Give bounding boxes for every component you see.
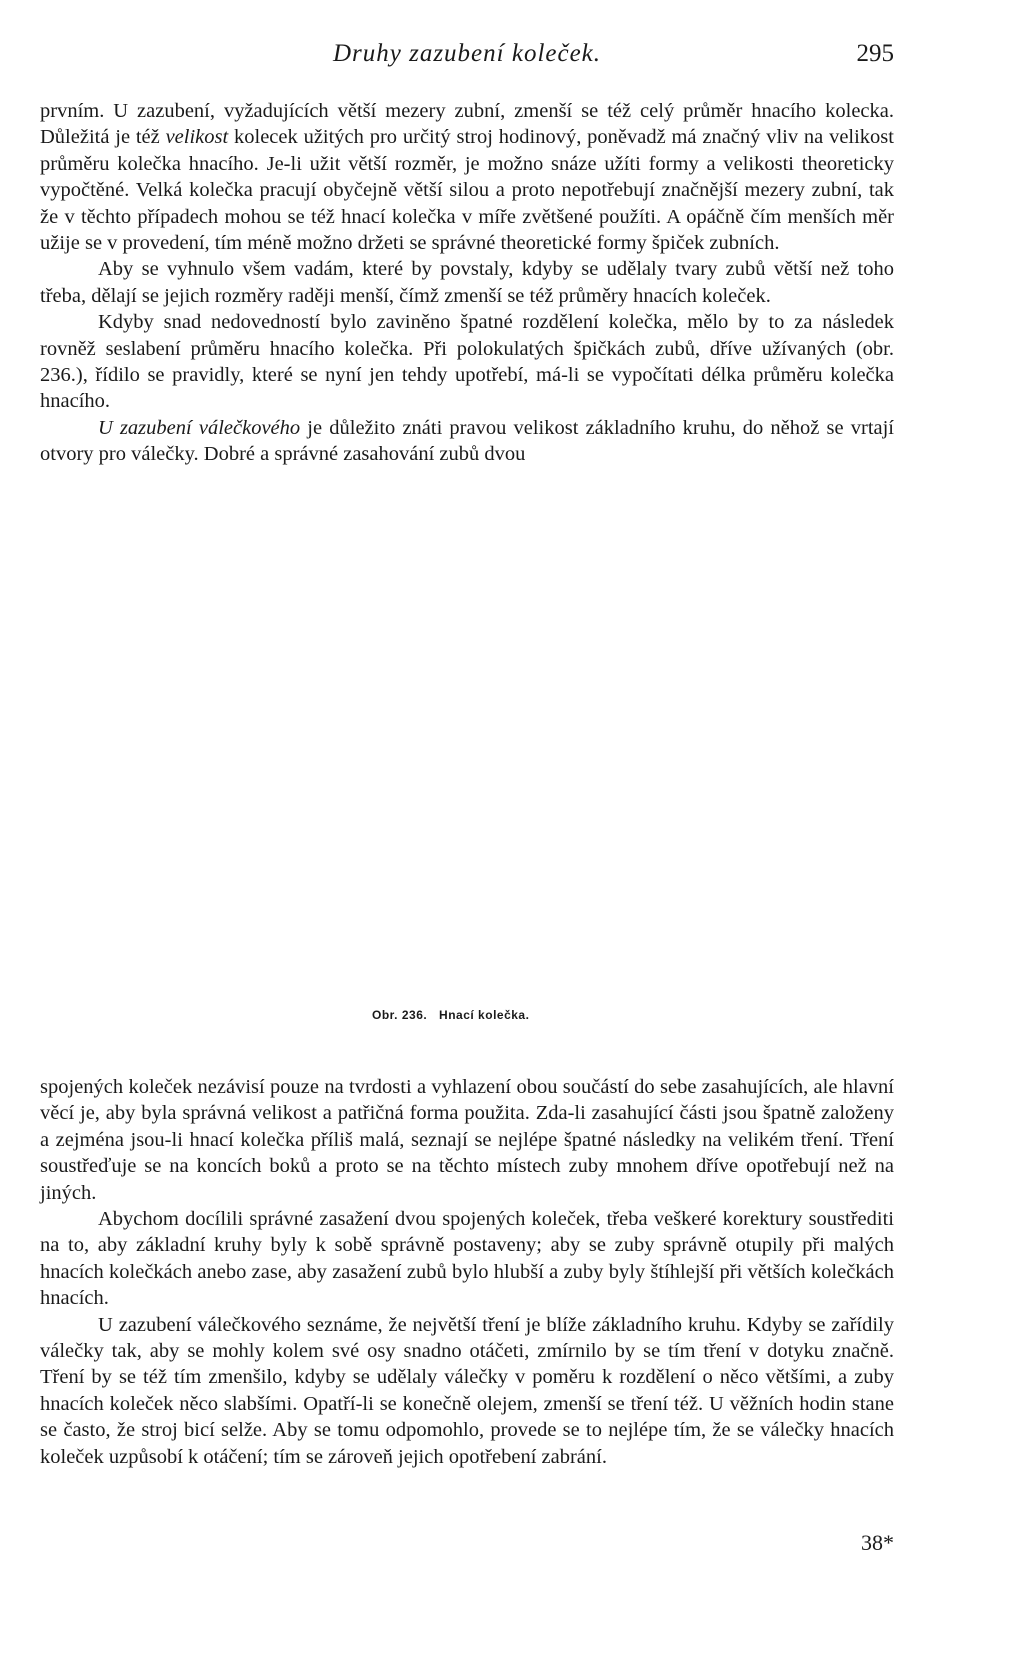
figure-caption	[372, 1008, 529, 1022]
paragraph-text: je důležito znáti pravou velikost základního kruhu, do něhož se vrtají otvory pro válečky. Dobré a správné zasahování zubů dvou	[40, 416, 895, 466]
paragraph	[40, 256, 894, 309]
page-number: 295	[856, 40, 894, 67]
figure-title: Hnací kolečka.	[439, 1008, 530, 1022]
paragraph	[40, 1074, 894, 1206]
paragraph-text: Abychom docílili správné zasažení dvou spojených koleček, třeba veškeré korektury soustřediti na to, aby základní kruhy byly k sobě správně postaveny; aby se zuby správně otupily při malých hnacích kolečkách anebo zase, aby zasažení zubů bylo hlubší a zuby byly štíhlejší při větších kolečkách hnacích.	[40, 1208, 894, 1310]
body-text-bottom	[40, 1074, 894, 1470]
running-header	[40, 40, 894, 80]
paragraph	[40, 98, 894, 256]
italic-text: velikost	[165, 126, 229, 149]
italic-text: U zazubení válečkového	[98, 416, 301, 439]
paragraph-text: Aby se vyhnulo všem vadám, které by povstaly, kdyby se udělaly tvary zubů větší než toho třeba, dělají se jejich rozměry raději menší, čímž zmenší se též průměry hnacích koleček.	[40, 258, 894, 307]
paragraph-text: spojených koleček nezávisí pouze na tvrdosti a vyhlazení obou součástí do sebe zasahujících, ale hlavní věcí je, aby byla správná velikost a patřičná forma použita. Zda-li zasahující části jsou špatně založeny a zejména jsou-li hnací kolečka příliš malá, seznají se nejlépe špatné následky na velikém tření. Tření soustřeďuje se na koncích boků a proto se na těchto místech zuby mnohem dříve opotřebují než na jiných.	[40, 1076, 894, 1204]
signature-mark: 38*	[861, 1530, 894, 1555]
paragraph	[40, 415, 894, 468]
body-text-top	[40, 98, 894, 468]
paragraph	[40, 309, 894, 415]
paragraph-text: prvním. U zazubení, vyžadujících větší mezery zubní, zmenší se též celý průměr hnacího kolecka. Důležitá je též	[40, 100, 894, 149]
paragraph-text: kolecek užitých pro určitý stroj hodinový, poněvadž má značný vliv na velikost průměru kolečka hnacího. Je-li užit větší rozměr, je možno snáze užíti formy a velikosti theoreticky vypočtěné. Velká kolečka pracují obyčejně větší silou a proto nepotřebují značnější mezery zubní, tak že v těchto případech mohou se též hnací kolečka v míře zvětšené použíti. A opáčně čím menších měr užije se v provedení, tím méně možno držeti se správné theoretické formy špiček zubních.	[40, 126, 894, 255]
figure-number: Obr. 236.	[372, 1008, 428, 1022]
paragraph	[40, 1206, 894, 1312]
paragraph	[40, 1312, 894, 1470]
paragraph-text: U zazubení válečkového seznáme, že největší tření je blíže základního kruhu. Kdyby se zařídily válečky tak, aby se mohly kolem své osy snadno otáčeti, zmírnilo by se tím tření v dotyku značně. Tření by se též tím zmenšilo, kdyby se udělaly válečky v poměru k rozdělení o něco většími, a zuby hnacích koleček něco slabšími. Opatří-li se konečně olejem, zmenší se tření též. U věžních hodin stane se často, že stroj bicí selže. Aby se tomu odpomohlo, provede se to nejlépe tím, že se válečky hnacích koleček uzpůsobí k otáčení; tím se zároveň jejich opotřebení zabrání.	[40, 1313, 894, 1468]
running-title: Druhy zazubení koleček.	[332, 40, 602, 67]
paragraph-text: Kdyby snad nedovedností bylo zaviněno špatné rozdělení kolečka, mělo by to za následek rovněž seslabení průměru hnacího kolečka. Při polokulatých špičkách zubů, dříve užívaných (obr. 236.), řídilo se pravidly, které se nyní jen tehdy upotřebí, má-li se vypočítati délka průměru kolečka hnacího.	[40, 311, 894, 413]
